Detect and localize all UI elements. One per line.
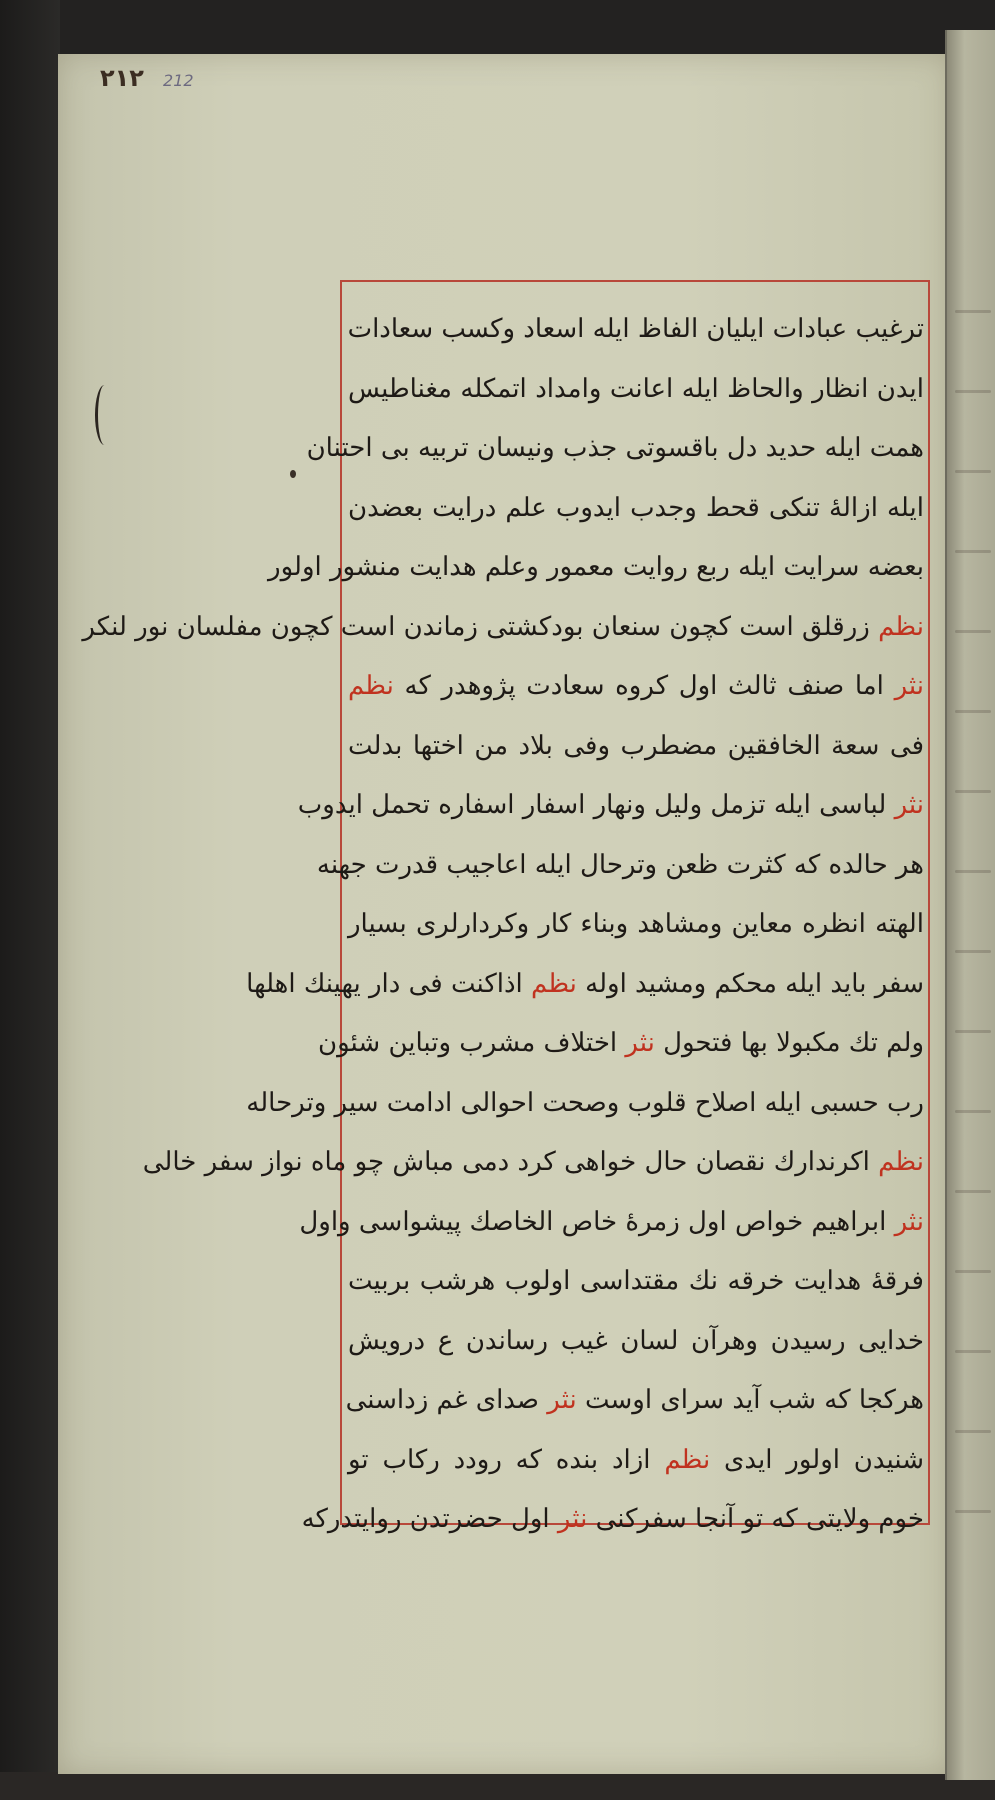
line-text: بعضه سرایت ایله ربع روایت معمور وعلم هدایت منشور اولور bbox=[268, 552, 924, 582]
text-line bbox=[299, 1193, 924, 1253]
text-line bbox=[306, 419, 924, 479]
text-line bbox=[246, 1074, 924, 1134]
rubric-marker: نثر bbox=[625, 1028, 655, 1058]
rubric-marker: نثر bbox=[894, 790, 924, 820]
rubric-marker: نثر bbox=[894, 1206, 924, 1237]
folio-number bbox=[100, 64, 194, 92]
text-line bbox=[348, 360, 924, 420]
text-line bbox=[316, 836, 924, 896]
line-text: هر حالده که کثرت ظعن وترحال ایله اعاجیب قدرت جهنه bbox=[316, 849, 924, 880]
text-line bbox=[318, 1014, 924, 1074]
adjacent-page-edge bbox=[945, 30, 995, 1780]
text-line bbox=[348, 895, 924, 955]
rubric-marker: نثر bbox=[547, 1385, 577, 1415]
text-line bbox=[268, 538, 924, 598]
text-line bbox=[348, 1312, 924, 1372]
text-line bbox=[301, 1490, 924, 1550]
text-line bbox=[142, 1133, 924, 1193]
text-block bbox=[82, 300, 924, 1550]
line-text: ترغیب عبادات ایلیان الفاظ ایله اسعاد وکسب سعادات bbox=[347, 314, 924, 344]
line-text: خدایی رسیدن وهرآن لسان غیب رساندن ع درویش bbox=[348, 1325, 924, 1356]
rubric-marker: نثر bbox=[894, 671, 924, 701]
line-text: اما صنف ثالث اول کروه سعادت پژوهدر که bbox=[393, 671, 895, 701]
line-text: همت ایله حدید دل باقسوتی جذب ونیسان تربیه بی احتنان bbox=[306, 433, 924, 463]
rubric-marker: نظم bbox=[878, 611, 924, 642]
text-line bbox=[348, 717, 924, 777]
backdrop-left bbox=[0, 0, 60, 1800]
line-text: ایله ازالهٔ تنکی قحط وجدب ایدوب علم درایت بعضدن bbox=[348, 492, 924, 523]
rubric-marker: نثر bbox=[557, 1504, 588, 1534]
rubric-marker: نظم bbox=[531, 968, 577, 999]
text-line bbox=[348, 479, 924, 539]
line-text: لباسی ایله تزمل ولیل ونهار اسفار اسفاره تحمل ایدوب bbox=[297, 790, 895, 820]
folio-western-numeral: 212 bbox=[163, 71, 194, 90]
line-text: رب حسبی ایله اصلاح قلوب وصحت احوالی ادامت سیر وترحاله bbox=[246, 1087, 924, 1118]
text-line bbox=[82, 598, 924, 658]
text-line bbox=[246, 955, 924, 1015]
line-text: ابراهیم خواص اول زمرهٔ خاص الخاصك پیشواسی واول bbox=[299, 1206, 895, 1237]
text-line bbox=[345, 1371, 924, 1431]
line-text: سفر باید ایله محکم ومشید اوله bbox=[576, 968, 924, 999]
line-text: اذاکنت فی دار یهینك اهلها bbox=[246, 968, 532, 999]
line-text: شنیدن اولور ایدی bbox=[710, 1444, 924, 1475]
backdrop-top bbox=[0, 0, 995, 55]
line-text: اول حضرتدن روایتدرکه bbox=[301, 1504, 558, 1534]
backdrop-bottom bbox=[0, 1772, 995, 1800]
line-text: ولم تك مکبولا بها فتحول bbox=[654, 1028, 924, 1058]
text-line bbox=[297, 776, 924, 836]
line-text: اختلاف مشرب وتباین شئون bbox=[318, 1028, 626, 1058]
line-text: صدای غم زداسنی bbox=[345, 1385, 548, 1415]
line-text: اکرندارك نقصان حال خواهی کرد دمی مباش چو ماه نواز سفر خالی bbox=[142, 1147, 879, 1177]
text-line bbox=[348, 300, 924, 360]
folio-eastern-numeral: ٢١٢ bbox=[100, 64, 144, 92]
margin-bracket-mark bbox=[95, 385, 114, 445]
line-text: ایدن انظار والحاظ ایله اعانت وامداد اتمکله مغناطیس bbox=[348, 373, 924, 404]
line-text: ازاد بنده که رودد رکاب تو bbox=[348, 1444, 665, 1475]
line-text: فی سعة الخافقین مضطرب وفی بلاد من اختها بدلت bbox=[348, 730, 924, 761]
ink-spot bbox=[290, 470, 296, 478]
line-text: فرقهٔ هدایت خرقه نك مقتداسی اولوب هرشب بربیت bbox=[348, 1266, 924, 1296]
line-text: الهته انظره معاین ومشاهد وبناء کار وکردارلری بسیار bbox=[348, 909, 924, 939]
line-text: خوم ولایتی که تو آنجا سفرکنی bbox=[587, 1504, 924, 1534]
line-text: زرقلق است کچون سنعان بودکشتی زماندن است کچون مفلسان نور لنکر bbox=[82, 611, 879, 642]
rubric-marker: نظم bbox=[878, 1147, 924, 1177]
text-line bbox=[348, 1431, 924, 1491]
line-text: هرکجا که شب آید سرای اوست bbox=[576, 1385, 924, 1415]
text-line bbox=[348, 1252, 924, 1312]
rubric-marker: نظم bbox=[664, 1444, 711, 1475]
rubric-marker: نظم bbox=[348, 671, 394, 701]
text-line bbox=[348, 657, 924, 717]
